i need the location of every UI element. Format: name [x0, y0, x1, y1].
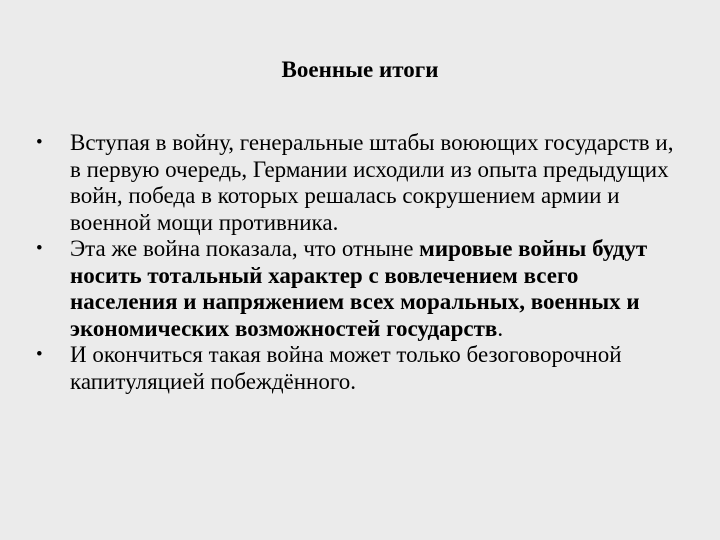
bullet-list [36, 130, 686, 395]
bullet-icon: • [36, 238, 43, 259]
bullet-text-end: . [497, 315, 504, 341]
bullet-item [36, 130, 686, 236]
bullet-text-lead: Эта же война показала, что отныне [70, 236, 420, 261]
bullet-text: Вступая в войну, генеральные штабы воюющих государств и, в первую очередь, Германии исходили из опыта предыдущих войн, победа в которых решалась сокрушением армии и военной мощи противника. [70, 130, 674, 235]
bullet-text: И окончиться такая война может только безоговорочной капитуляцией побеждённого. [70, 342, 622, 394]
bullet-text-emphasis: мировые войны будут носить тотальный характер с вовлечением всего населения и напряжением всех моральных, военных и экономических возможностей государств [70, 236, 648, 341]
bullet-icon: • [36, 344, 43, 365]
bullet-item [36, 236, 686, 342]
slide-title: Военные итоги [281, 57, 439, 82]
bullet-item [36, 342, 686, 395]
bullet-icon: • [36, 132, 43, 153]
